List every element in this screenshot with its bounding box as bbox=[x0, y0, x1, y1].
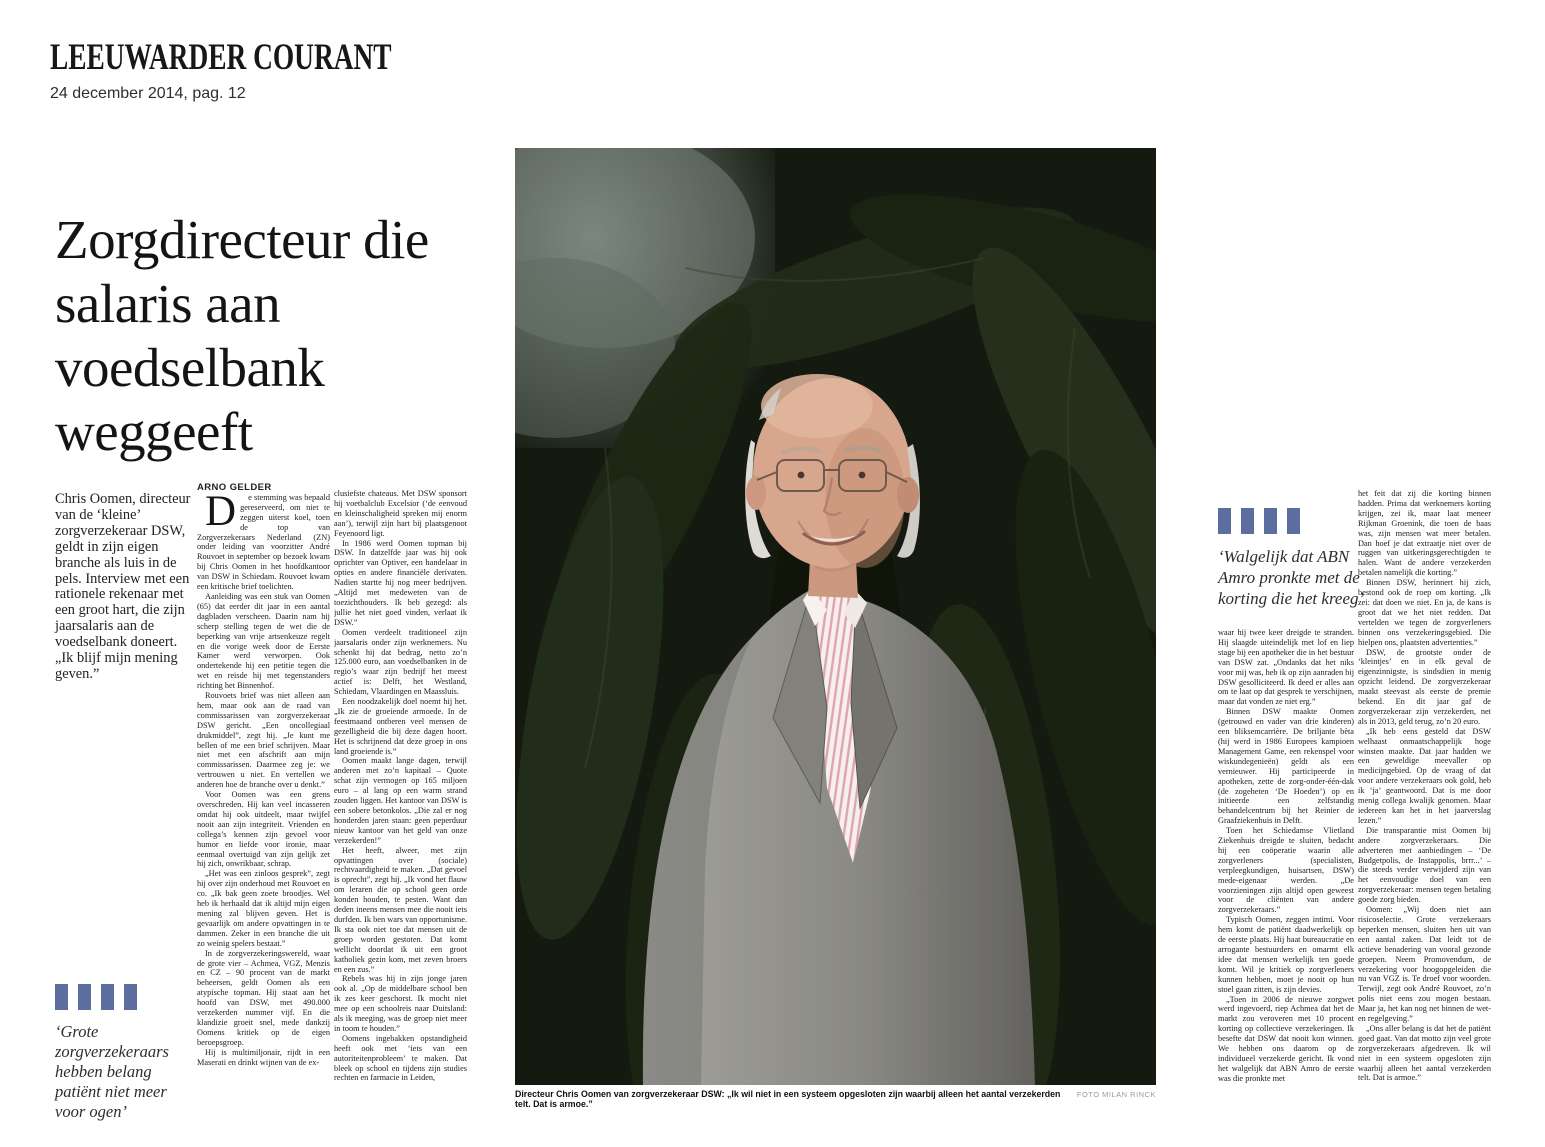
paragraph: Typisch Oomen, zeggen intimi. Voor hem komt de patiënt daadwerkelijk op de eerste plaats. Hij haat bureaucratie en arrogante bestuurders en omarmt elk idee dat mensen werkelijk ten goede komt. Wil je kritiek op zorgverleners kunnen hebben, moet je nooit op hun stoel gaan zitten, is zijn devies. bbox=[1218, 915, 1354, 994]
body-column-4 bbox=[1358, 489, 1491, 1139]
paragraph: clusiefste chateaus. Met DSW sponsort hij voetbalclub Excelsior (‘de eenvoud en kleinschaligheid spreken mij enorm aan’), terwijl zijn hart bij plaatsgenoot Feyenoord ligt. bbox=[334, 489, 467, 538]
quote-bars-icon bbox=[55, 984, 195, 1010]
paragraph: Aanleiding was een stuk van Oomen (65) dat eerder dit jaar in een aantal dagbladen verscheen. Daarin nam hij scherp stelling tegen de wet die de beperking van vrije artsenkeuze regelt en die vorige week door de Eerste Kamer werd verworpen. Ook ondertekende hij een petitie tegen die wet en reisde hij met tegenstanders richting het Binnenhof. bbox=[197, 591, 330, 691]
paragraph: waar hij twee keer dreigde te stranden. Hij slaagde uiteindelijk met lof en liep stage bij een apotheker die in het bestuur van DSW zat. „Ondanks dat het niks voor mij was, heb ik op zijn aanraden bij DSW gesolliciteerd. Ik deed er alles aan om te laat op dat gesprek te verschijnen, maar dat vonden ze niet erg.” bbox=[1218, 628, 1354, 707]
photo-caption: Directeur Chris Oomen van zorgverzekeraar DSW: „Ik wil niet in een systeem opgesloten zijn waarbij alleen het aantal verzekerden telt. Dat is armoe.” bbox=[515, 1089, 1061, 1109]
drop-cap: D bbox=[205, 487, 237, 535]
article-photo bbox=[515, 148, 1156, 1085]
paragraph: Binnen DSW, herinnert hij zich, bestond ook de roep om korting. „Ik zei: dat doen we niet. En ja, de kans is groot dat we het niet redden. Dat vertelden we tegen de zorgverleners binnen ons verzekeringsgebied. Die hielpen ons, plaatsten advertenties.” bbox=[1358, 578, 1491, 647]
paragraph: Oomen maakt lange dagen, terwijl anderen met zo’n kapitaal – Quote schat zijn vermogen op 165 miljoen euro – al lang op een warm strand zouden liggen. Het kantoor van DSW is een sobere betonkolos. „Die zal er nog honderden jaren staan: geen peperduur nieuw kantoor van het geld van onze verzekerden!” bbox=[334, 756, 467, 845]
portrait-photo-illustration bbox=[515, 148, 1156, 1085]
masthead bbox=[50, 36, 512, 103]
pullquote-left-text: ‘Grote zorgverzekeraars hebben belang patiënt niet meer voor ogen’ bbox=[55, 1022, 169, 1121]
photo-caption-row bbox=[515, 1089, 1156, 1109]
paragraph: Oomen: „Wij doen niet aan risicoselectie. Grote verzekeraars beperken mensen, sluiten hen uit van een aantal zaken. Dat leidt tot de actieve benadering van vooral gezonde groepen. Neem Promovendum, de verzekering voor hoogopgeleiden die nu van VGZ is. Te droef voor woorden. Terwijl, zegt ook André Rouvoet, zo’n polis niet eens zou mogen bestaan. Maar ja, het kan nog net binnen de wet- en regelgeving.” bbox=[1358, 905, 1491, 1024]
paragraph: D e stemming was bepaald gereserveerd, om niet te zeggen uiterst koel, toen de top van Zorgverzekeraars Nederland (ZN) onder leiding van voorzitter André Rouvoet in september op bezoek kwam bij Chris Oomen in het hoofdkantoor van DSW in Schiedam. Rouvoet kwam een kritische brief toelichten. bbox=[197, 487, 330, 592]
paragraph: Hij is multimiljonair, rijdt in een Maserati en drinkt wijnen van de ex- bbox=[197, 1047, 330, 1067]
paragraph: „Toen in 2006 de nieuwe zorgwet werd ingevoerd, riep Achmea dat het de markt zou veroveren met 10 procent korting op collectieve verzekeringen. Ik besefte dat DSW dat nooit kon winnen. We hebben ons daarom op de individueel verzekerde gericht. Ik vond het walgelijk dat ABN Amro de eerste was die pronkte met bbox=[1218, 994, 1354, 1083]
paragraph: „Ons aller belang is dat het de patiënt goed gaat. Van dat motto zijn veel grote zorgverzekeraars afgedreven. Ik wil niet in een systeem opgesloten zijn waarbij alleen het aantal verzekerden telt. Dat is armoe.” bbox=[1358, 1023, 1491, 1083]
paragraph: Rouvoets brief was niet alleen aan hem, maar ook aan de raad van commissarissen van zorgverzekeraar DSW gericht. „Een oncollegiaal drukmiddel”, zegt hij. „Je kunt me bellen of me een brief schrijven. Maar niet met een afschrift aan mijn commissarissen. Daarmee zeg je: we vertrouwen u niet. En vertellen we anderen hoe de branche over u denkt.” bbox=[197, 691, 330, 790]
paragraph: Oomen verdeelt traditioneel zijn jaarsalaris onder zijn werknemers. Nu schenkt hij dat bedrag, netto zo’n 125.000 euro, aan voedselbanken in de regio’s waar zijn bedrijf het meest actief is: Delft, het Westland, Schiedam, Vlaardingen en Maassluis. bbox=[334, 627, 467, 697]
body-column-1 bbox=[197, 483, 330, 1138]
paragraph: „Ik heb eens gesteld dat DSW welhaast onmaatschappelijk hoge winsten maakte. Dat jaar hadden we een geweldige meevaller op medicijngebied. Op de vraag of dat voor andere verzekeraars ook gold, heb ik ‘ja’ geantwoord. Dat is me door menig collega kwalijk genomen. Maar iedereen kan het in het jaarverslag lezen.” bbox=[1358, 726, 1491, 825]
paragraph: DSW, de grootste onder de ‘kleintjes’ en in elk geval de eigenzinnigste, is sindsdien in menig opzicht leidend. De zorgverzekeraar maakt steevast als eerste de premie bekend. En dit jaar gaf de zorgverzekeraar zijn verzekerden, net als in 2013, geld terug, zo’n 20 euro. bbox=[1358, 647, 1491, 726]
article-headline: Zorgdirecteur die salaris aan voedselbank weggeeft bbox=[55, 209, 429, 462]
paragraph: Het heeft, alweer, met zijn opvattingen over (sociale) rechtvaardigheid te maken. „Dat gevoel is oprecht”, zegt hij. „Ik vond het flauw om leraren die op school geen orde konden houden, te pesten. Want dan deden ineens mensen mee die nooit iets durfden. Ik ben wars van opportunisme. Ik sta ook niet toe dat mensen uit de groep worden gestoten. Dat komt wellicht doordat ik uit een groot katholiek gezin kom, met zeven broers en een zus.” bbox=[334, 845, 467, 974]
paragraph: Een noodzakelijk doel noemt hij het. „Ik zie de groeiende armoede. In de feestmaand ontberen veel mensen de gezelligheid die bij deze dagen hoort. Het is schrijnend dat deze groep in ons land groeiende is.” bbox=[334, 697, 467, 756]
body-column-3 bbox=[1218, 628, 1354, 1140]
paragraph: Binnen DSW maakte Oomen (getrouwd en vader van drie kinderen) een bliksemcarrière. De briljante bèta (hij werd in 1986 Europees kampioen Management Game, een rekenspel voor wiskundegenieën) geldt als een vernieuwer. Hij participeerde in apotheken, zette de zorg-onder-één-dak (de zogeheten ‘De Hoeden’) op en initieerde een zelfstandig behandelcentrum bij het Reinier de Graafziekenhuis in Delft. bbox=[1218, 707, 1354, 826]
paragraph: In de zorgverzekeringswereld, waar de grote vier – Achmea, VGZ, Menzis en CZ – 90 procent van de markt beheersen, geldt Oomen als een atypische topman. Hij staat aan het hoofd van DSW, met 490.000 verzekerden nummer vijf. En die klandizie groeit snel, mede dankzij Oomens kritiek op de eigen beroepsgroep. bbox=[197, 948, 330, 1047]
pullquote-right-text: ‘Walgelijk dat ABN Amro pronkte met de korting die het kreeg’ bbox=[1218, 547, 1365, 608]
byline: ARNO GELDER bbox=[197, 483, 272, 493]
quote-bars-icon bbox=[1218, 508, 1368, 534]
paragraph: Oomens ingebakken opstandigheid heeft ook met ‘iets van een autoriteitenprobleem’ te maken. Dat bleek op school en tijdens zijn studies rechten en farmacie in Leiden, bbox=[334, 1033, 467, 1083]
paragraph: In 1986 werd Oomen topman bij DSW. In datzelfde jaar was hij ook oprichter van Optiver, een handelaar in opties en andere financiële derivaten. Nadien startte hij nog meer bedrijven. „Altijd met medeweten van de toezichthouders. Ik heb gezegd: als jullie het niet goed vinden, verlaat ik DSW.” bbox=[334, 538, 467, 627]
paragraph: Voor Oomen was een grens overschreden. Hij kan veel incasseren omdat hij ook uitdeelt, maar twijfel nooit aan zijn integriteit. Vrienden en collega’s kennen zijn gevoel voor humor en liefde voor ironie, maar eenmaal overtuigd van zijn gelijk zet hij zich, onwrikbaar, schrap. bbox=[197, 790, 330, 869]
paragraph: Rebels was hij in zijn jonge jaren ook al. „Op de middelbare school ben ik zes keer geschorst. Ik mocht niet mee op een schoolreis naar Duitsland: als ik meeging, was de groep niet meer in toom te houden.” bbox=[334, 974, 467, 1033]
photo-credit: FOTO MILAN RINCK bbox=[1076, 1090, 1156, 1099]
paragraph: Toen het Schiedamse Vlietland Ziekenhuis dreigde te sluiten, bedacht hij een coöperatie waarin alle zorgverleners (specialisten, verpleegkundigen, huisartsen, DSW) mede-eigenaar werden. „De voorzieningen zijn altijd open geweest voor de cliënten van andere zorgverzekeraars.” bbox=[1218, 826, 1354, 915]
body-column-2 bbox=[334, 489, 467, 1139]
newspaper-title: LEEUWARDER COURANT bbox=[50, 37, 392, 78]
paragraph: het feit dat zij die korting binnen hadden. Prima dat werknemers korting krijgen, zei ik, maar laat meneer Rijkman Groenink, die toen de baas was, zijn mensen wat meer betalen. Dan hoef je dat extraatje niet over de ruggen van uitkeringsgerechtigden te halen. Want de andere verzekerden betalen namelijk die korting.” bbox=[1358, 489, 1491, 578]
pullquote-left bbox=[55, 984, 195, 1122]
pullquote-right bbox=[1218, 508, 1368, 609]
date-page-line: 24 december 2014, pag. 12 bbox=[50, 85, 246, 102]
article-intro: Chris Oomen, directeur van de ‘kleine’ zorgverzekeraar DSW, geldt in zijn eigen branche als luis in de pels. Interview met een rationele rekenaar met een groot hart, die zijn jaarsalaris aan de voedselbank doneert. „Ik blijf mijn mening geven.” bbox=[55, 491, 191, 682]
paragraph: „Het was een zinloos gesprek”, zegt hij over zijn onderhoud met Rouvoet en co. „Ik bak geen zoete broodjes. Wel heb ik herhaald dat ik altijd mijn eigen mening zal blijven geven. Het is gevaarlijk om andere opvattingen in te dammen. Zeker in een branche die uit zo weinig spelers bestaat.” bbox=[197, 869, 330, 948]
paragraph: Die transparantie mist Oomen bij andere zorgverzekeraars. Die adverteren met aanbiedingen – ‘De Budgetpolis, de Instappolis, brrr...’ – die steeds verder verwijderd zijn van het eenvoudige doel van een zorgverzekeraar: mensen tegen betaling goede zorg bieden. bbox=[1358, 825, 1491, 905]
